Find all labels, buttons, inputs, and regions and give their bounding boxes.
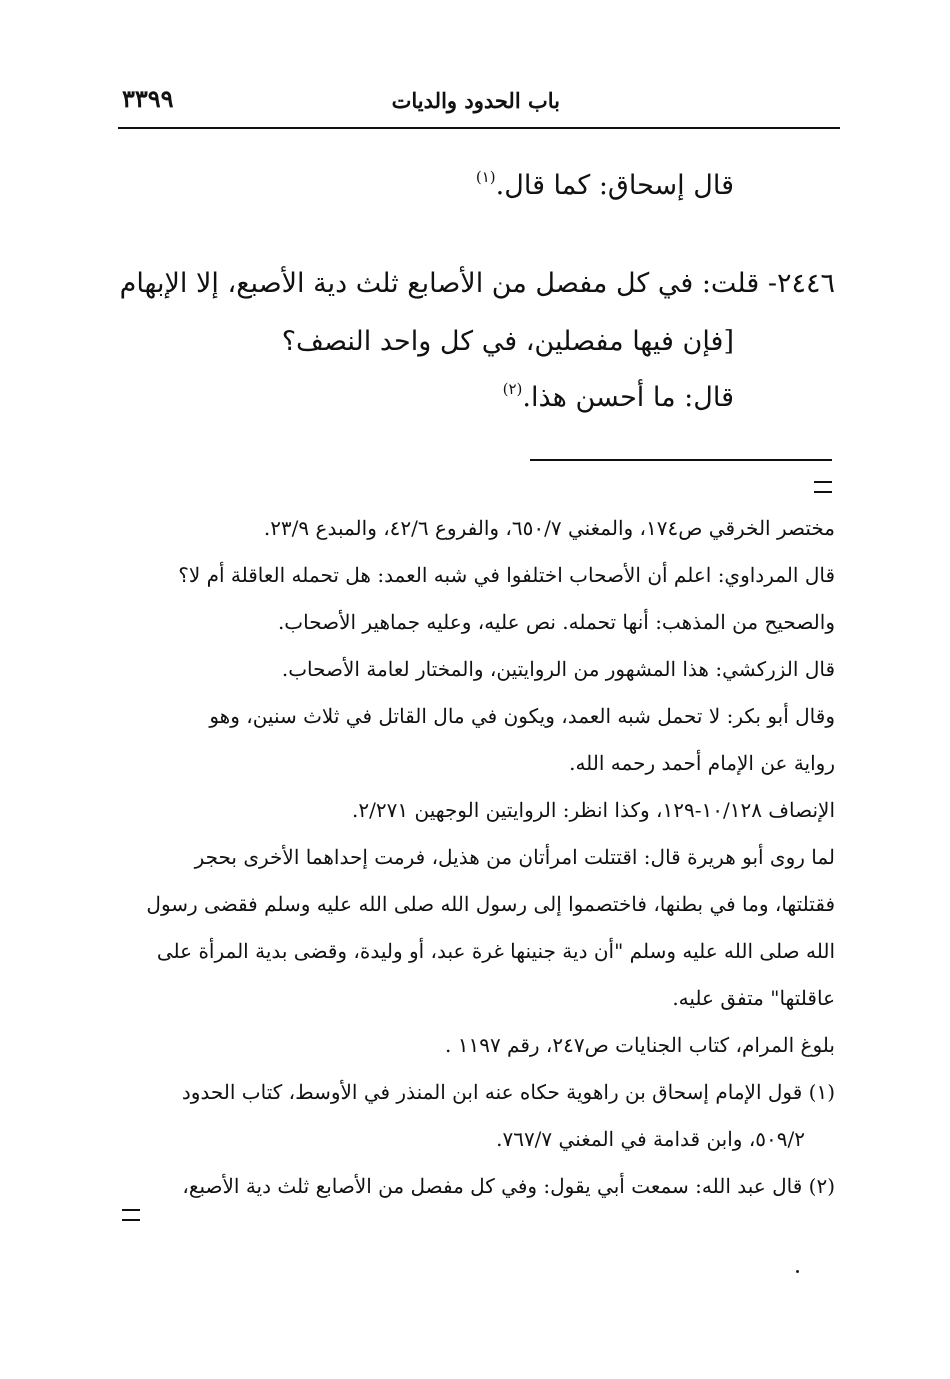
continuation-mark-top	[814, 481, 832, 493]
footnote-separator	[530, 459, 832, 461]
page-number: ٣٣٩٩	[122, 84, 174, 113]
text-line-answer	[503, 380, 734, 413]
footnote-line: وقال أبو بكر: لا تحمل شبه العمد، ويكون في مال القاتل في ثلاث سنين، وهو	[209, 704, 835, 728]
page-header	[118, 86, 838, 120]
footnote-line: بلوغ المرام، كتاب الجنايات ص٢٤٧، رقم ١١٩٧ .	[445, 1033, 835, 1057]
footnote-line: قال المرداوي: اعلم أن الأصحاب اختلفوا في شبه العمد: هل تحمله العاقلة أم لا؟	[178, 563, 835, 587]
footnote-line: فقتلتها، وما في بطنها، فاختصموا إلى رسول الله صلى الله عليه وسلم فقضى رسول	[146, 892, 835, 916]
footnote-ref-2: (٢)	[502, 380, 523, 398]
footnote-line: لما روى أبو هريرة قال: اقتتلت امرأتان من هذيل، فرمت إحداهما الأخرى بحجر	[194, 845, 835, 869]
text-line-ishaq	[476, 168, 734, 201]
continuation-mark-bottom	[122, 1209, 140, 1221]
footnote-2: (٢) قال عبد الله: سمعت أبي يقول: وفي كل مفصل من الأصابع ثلث دية الأصبع،	[182, 1174, 835, 1198]
footnote-1-cont: ٥٠٩/٢، وابن قدامة في المغني ٧٦٧/٧.	[496, 1127, 805, 1151]
header-rule	[118, 127, 840, 129]
footnote-line: قال الزركشي: هذا المشهور من الروايتين، والمختار لعامة الأصحاب.	[281, 657, 835, 681]
footnote-line: والصحيح من المذهب: أنها تحمله. نص عليه، وعليه جماهير الأصحاب.	[277, 610, 835, 634]
footnote-ref-1: (١)	[475, 168, 496, 186]
line-text: قال إسحاق: كما قال.	[495, 170, 734, 201]
footnote-line: الله صلى الله عليه وسلم "أن دية جنينها غرة عبد، أو وليدة، وقضى بدية المرأة على	[156, 939, 835, 963]
footnote-1: (١) قول الإمام إسحاق بن راهوية حكاه عنه ابن المنذر في الأوسط، كتاب الحدود	[181, 1080, 835, 1104]
speck	[796, 1270, 799, 1273]
chapter-title: باب الحدود والديات	[391, 88, 560, 113]
line-text: قال: ما أحسن هذا.	[522, 382, 734, 413]
text-line-question: ٢٤٤٦- قلت: في كل مفصل من الأصابع ثلث دية الأصبع، إلا الإبهام	[119, 268, 835, 299]
text-line-question-cont: [فإن فيها مفصلين، في كل واحد النصف؟	[281, 326, 734, 357]
footnote-line: الإنصاف ١٠/١٢٨-١٢٩، وكذا انظر: الروايتين الوجهين ٢/٢٧١.	[352, 798, 835, 822]
footnote-line: رواية عن الإمام أحمد رحمه الله.	[569, 751, 835, 775]
footnote-line: عاقلتها" متفق عليه.	[672, 986, 835, 1010]
footnote-line: مختصر الخرقي ص١٧٤، والمغني ٦٥٠/٧، والفروع ٤٢/٦، والمبدع ٢٣/٩.	[263, 516, 835, 540]
